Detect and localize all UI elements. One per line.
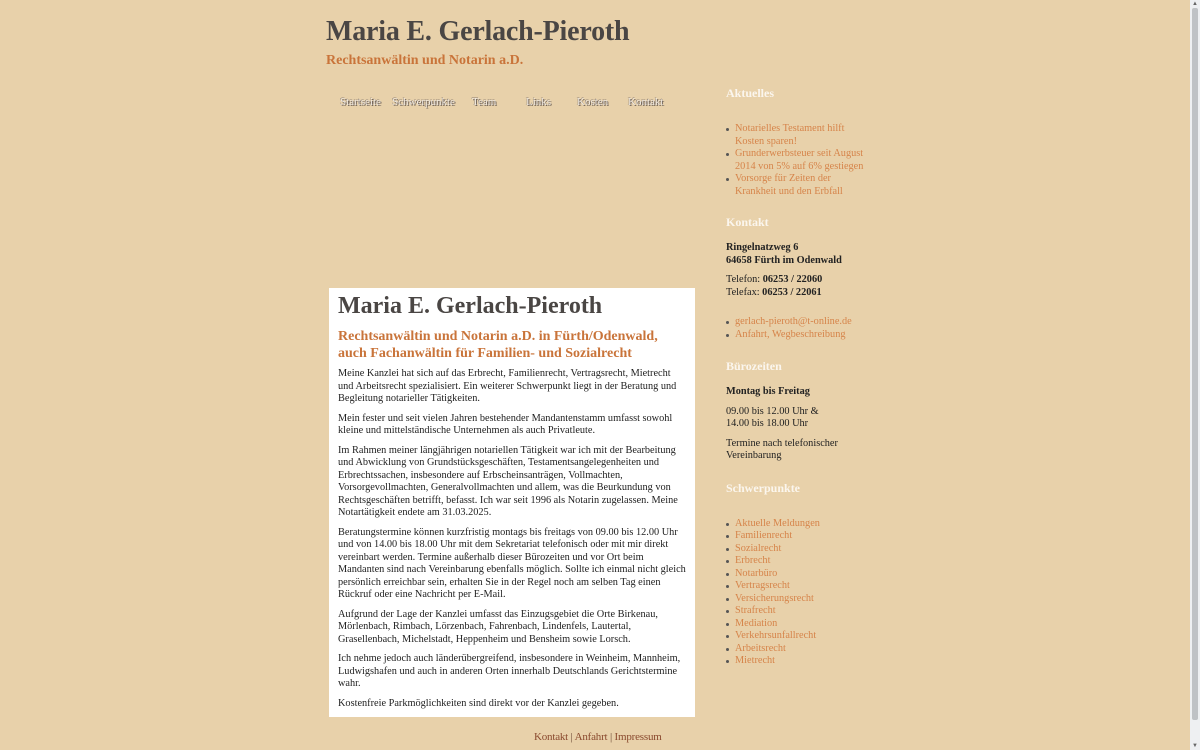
- days: Montag bis Freitag: [726, 386, 810, 397]
- paragraph-notary: Im Rahmen meiner längjährigen notariellen Tätigkeit war ich mit der Bearbeitung und Abwicklung von Grundstücksgeschäften, Testamentsangelegenheiten und Erbrechtssachen, insbesondere auf Erbscheinsanträgen, Vollmachten, Vorsorgevollmachten, Generalvollmachten und allem, was die Beurkundung von Rechtsgeschäften betrifft, befasst. Ich war seit 1996 als Notarin zugelassen. Meine Notartätigkeit endete am 31.03.2025.: [338, 444, 678, 518]
- fax-label: Telefax:: [726, 286, 760, 298]
- hours-line2: 14.00 bis 18.00 Uhr: [726, 418, 809, 429]
- footer-impressum-link[interactable]: Impressum: [614, 731, 662, 743]
- buerozeiten-heading: Bürozeiten: [726, 359, 782, 373]
- appointment-note: Termine nach telefonischer Vereinbarung: [726, 437, 838, 461]
- list-item: [735, 543, 866, 556]
- focus-link-mietrecht[interactable]: Mietrecht: [735, 655, 776, 666]
- list-item: [735, 605, 866, 618]
- paragraph-region: Aufgrund der Lage der Kanzlei umfasst das Einzugsgebiet die Orte Birkenau, Mörlenbach, Rimbach, Lörzenbach, Fahrenbach, Lindenfels, Lautertal, Grasellenbach, Michelstadt, Heppenheim und Bensheim sowie Lorsch.: [338, 608, 658, 645]
- paragraph-parking: Kostenfreie Parkmöglichkeiten sind direkt vor der Kanzlei gegeben.: [338, 697, 619, 709]
- focus-link-vertragsrecht[interactable]: Vertragsrecht: [735, 580, 790, 591]
- news-link[interactable]: Notarielles Testament hilft Kosten sparen!: [735, 123, 845, 147]
- list-item: [735, 630, 866, 643]
- footer-separator: |: [609, 731, 612, 743]
- nav-links[interactable]: Links: [526, 96, 552, 108]
- nav-kontakt[interactable]: Kontakt: [628, 96, 664, 108]
- nav-schwerpunkte[interactable]: Schwerpunkte: [392, 96, 455, 108]
- nav-team[interactable]: Team: [472, 96, 497, 108]
- fax-number: 06253 / 22061: [762, 286, 822, 298]
- kontakt-heading: Kontakt: [726, 215, 769, 229]
- vertical-scrollbar[interactable]: [1190, 0, 1200, 750]
- footer-anfahrt-link[interactable]: Anfahrt: [574, 731, 608, 743]
- nav-kosten[interactable]: Kosten: [577, 96, 609, 108]
- content-title: Maria E. Gerlach-Pieroth: [338, 293, 603, 319]
- office-days: [726, 386, 866, 399]
- list-item: [735, 568, 866, 581]
- focus-link-mediation[interactable]: Mediation: [735, 617, 778, 629]
- list-item: [735, 555, 866, 568]
- focus-link-verkehrsunfallrecht[interactable]: Verkehrsunfallrecht: [735, 630, 817, 641]
- list-item: [735, 593, 866, 606]
- aktuelles-list: [726, 123, 867, 198]
- site-subtitle: Rechtsanwältin und Notarin a.D.: [326, 53, 524, 68]
- list-item: [735, 580, 866, 593]
- city: 64658 Fürth im Odenwald: [726, 254, 842, 266]
- address: [726, 242, 866, 267]
- phone-fax: [726, 274, 866, 299]
- list-item: [735, 618, 866, 631]
- list-item: [735, 123, 867, 148]
- scroll-down-arrow-icon[interactable]: ▼: [1192, 743, 1198, 749]
- list-item: [735, 173, 867, 198]
- office-hours: [726, 406, 866, 431]
- phone-number: 06253 / 22060: [762, 274, 823, 285]
- schwerpunkte-list: [726, 518, 866, 668]
- scrollbar-thumb[interactable]: [1192, 8, 1198, 720]
- list-item: [735, 643, 866, 656]
- focus-link-versicherungsrecht[interactable]: Versicherungsrecht: [735, 592, 814, 604]
- focus-link-aktuelle-meldungen[interactable]: Aktuelle Meldungen: [735, 517, 820, 529]
- news-link[interactable]: Vorsorge für Zeiten der Krankheit und den Erbfall: [735, 173, 843, 197]
- paragraph-court: Ich nehme jedoch auch länderübergreifend, insbesondere in Weinheim, Mannheim, Ludwigshafen und auch in anderen Orten innerhalb Deutschlands Gerichtstermine wahr.: [338, 653, 681, 689]
- directions-link[interactable]: Anfahrt, Wegbeschreibung: [735, 328, 846, 340]
- hours-line1: 09.00 bis 12.00 Uhr &: [726, 405, 819, 417]
- focus-link-familienrecht[interactable]: Familienrecht: [735, 530, 793, 541]
- nav-startseite[interactable]: Startseite: [340, 96, 381, 108]
- footer-kontakt-link[interactable]: Kontakt: [534, 731, 569, 743]
- email-link[interactable]: gerlach-pieroth@t-online.de: [735, 316, 852, 327]
- sidebar: [726, 86, 866, 668]
- paragraph-appointments: Beratungstermine können kurzfristig montags bis freitags von 09.00 bis 12.00 Uhr und von 14.00 bis 18.00 Uhr mit dem Sekretariat telefonisch oder mit mir direkt vereinbart werden. Termine außerhalb dieser Bürozeiten und vor Ort beim Mandanten sind nach Vereinbarung ebenfalls möglich. Sollte ich einmal nicht gleich persönlich erreichbar sein, erhalten Sie in der Regel noch am selben Tag einen Rückruf oder eine Nachricht per E-Mail.: [338, 526, 686, 600]
- list-item: [735, 655, 866, 668]
- focus-link-strafrecht[interactable]: Strafrecht: [735, 605, 776, 616]
- list-item: [735, 148, 867, 173]
- content-subtitle: [338, 328, 686, 362]
- schwerpunkte-heading: Schwerpunkte: [726, 480, 801, 495]
- footer-separator: |: [570, 731, 573, 743]
- paragraph-specialization: Meine Kanzlei hat sich auf das Erbrecht, Familienrecht, Vertragsrecht, Mietrecht und Arbeitsrecht spezialisiert. Ein weiterer Schwerpunkt liegt in der Beratung und Begleitung notarieller Tätigkeiten.: [338, 368, 677, 404]
- focus-link-erbrecht[interactable]: Erbrecht: [735, 555, 771, 566]
- list-item: [735, 530, 866, 543]
- footer: [534, 731, 662, 743]
- list-item: [735, 518, 866, 531]
- paragraph-clients: Mein fester und seit vielen Jahren bestehender Mandantenstamm umfasst sowohl kleine und mittelständische Unternehmen als auch Privatleute.: [338, 412, 673, 436]
- content-subtitle-line2: auch Fachanwältin für Familien- und Sozialrecht: [338, 346, 632, 361]
- street: Ringelnatzweg 6: [726, 242, 799, 253]
- scroll-up-arrow-icon[interactable]: ▲: [1192, 1, 1198, 7]
- phone-label: Telefon:: [726, 274, 761, 285]
- news-link[interactable]: Grunderwerbsteuer seit August 2014 von 5% auf 6% gestiegen: [735, 148, 864, 172]
- focus-link-notarbuero[interactable]: Notarbüro: [735, 567, 778, 579]
- site-title: Maria E. Gerlach-Pieroth: [326, 16, 630, 47]
- list-item: [735, 316, 866, 329]
- main-content: [329, 288, 695, 717]
- focus-link-sozialrecht[interactable]: Sozialrecht: [735, 542, 782, 554]
- list-item: [735, 329, 866, 342]
- aktuelles-heading: Aktuelles: [726, 86, 774, 100]
- content-subtitle-line1: Rechtsanwältin und Notarin a.D. in Fürth/Odenwald,: [338, 329, 658, 344]
- kontakt-links: [726, 316, 866, 341]
- focus-link-arbeitsrecht[interactable]: Arbeitsrecht: [735, 642, 786, 654]
